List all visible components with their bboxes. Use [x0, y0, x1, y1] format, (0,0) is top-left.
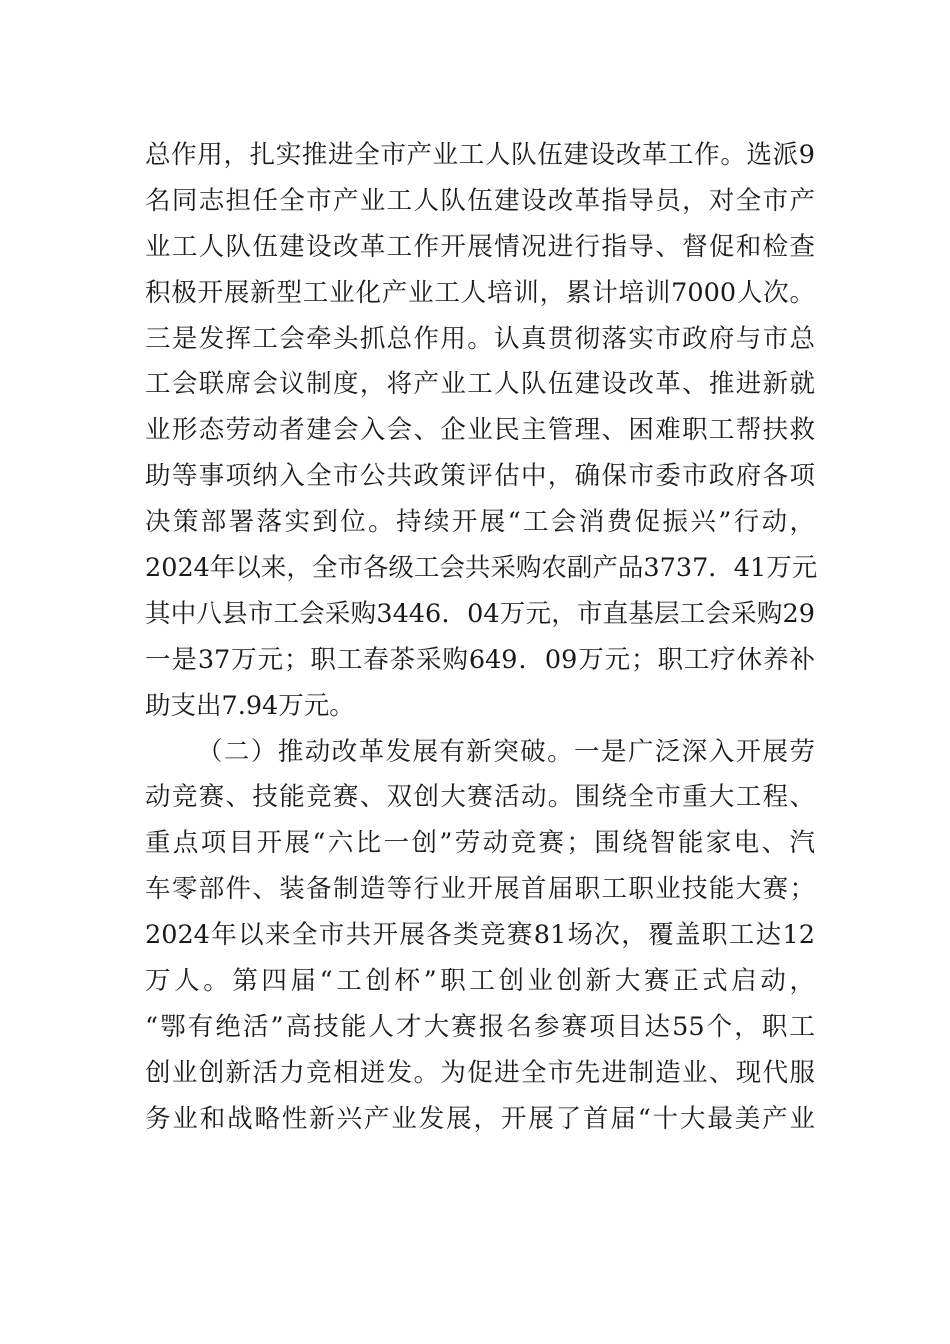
text-line: 车零部件、装备制造等行业开展首届职工职业技能大赛； [145, 874, 815, 905]
text-line: 积极开展新型工业化产业工人培训，累计培训7000人次。 [145, 277, 815, 308]
text-line: 三是发挥工会牵头抓总作用。认真贯彻落实市政府与市总 [145, 323, 815, 354]
text-line: 万人。第四届“工创杯”职工创业创新大赛正式启动， [145, 966, 815, 997]
text-line: 动竞赛、技能竞赛、双创大赛活动。围绕全市重大工程、 [145, 782, 815, 813]
text-line: 工会联席会议制度，将产业工人队伍建设改革、推进新就 [145, 369, 815, 400]
text-line: “鄂有绝活”高技能人才大赛报名参赛项目达55个，职工 [145, 1011, 815, 1042]
text-line: 助支出7.94万元。 [145, 690, 355, 721]
section-heading-line: （二）推动改革发展有新突破。一是广泛深入开展劳 [197, 736, 815, 767]
text-line: 业工人队伍建设改革工作开展情况进行指导、督促和检查 [145, 231, 815, 262]
text-line: 名同志担任全市产业工人队伍建设改革指导员，对全市产 [145, 185, 815, 216]
text-line: 务业和战略性新兴产业发展，开展了首届“十大最美产业 [145, 1103, 815, 1134]
text-line: 总作用，扎实推进全市产业工人队伍建设改革工作。选派9 [145, 140, 815, 170]
text-line: 决策部署落实到位。持续开展“工会消费促振兴”行动， [145, 507, 815, 538]
text-line: 2024年以来全市共开展各类竞赛81场次，覆盖职工达12 [145, 920, 815, 951]
text-line: 助等事项纳入全市公共政策评估中，确保市委市政府各项 [145, 461, 815, 492]
text-line: 其中八县市工会采购3446．04万元，市直基层工会采购29 [145, 598, 815, 629]
body-text [145, 133, 818, 1143]
text-line: 重点项目开展“六比一创”劳动竞赛；围绕智能家电、汽 [145, 828, 815, 859]
text-line: 业形态劳动者建会入会、企业民主管理、困难职工帮扶救 [145, 415, 815, 446]
text-line: 创业创新活力竞相迸发。为促进全市先进制造业、现代服 [145, 1057, 815, 1088]
text-line: 2024年以来，全市各级工会共采购农副产品3737．41万元 [145, 553, 818, 584]
text-line: 一是37万元；职工春茶采购649．09万元；职工疗休养补 [145, 644, 815, 675]
